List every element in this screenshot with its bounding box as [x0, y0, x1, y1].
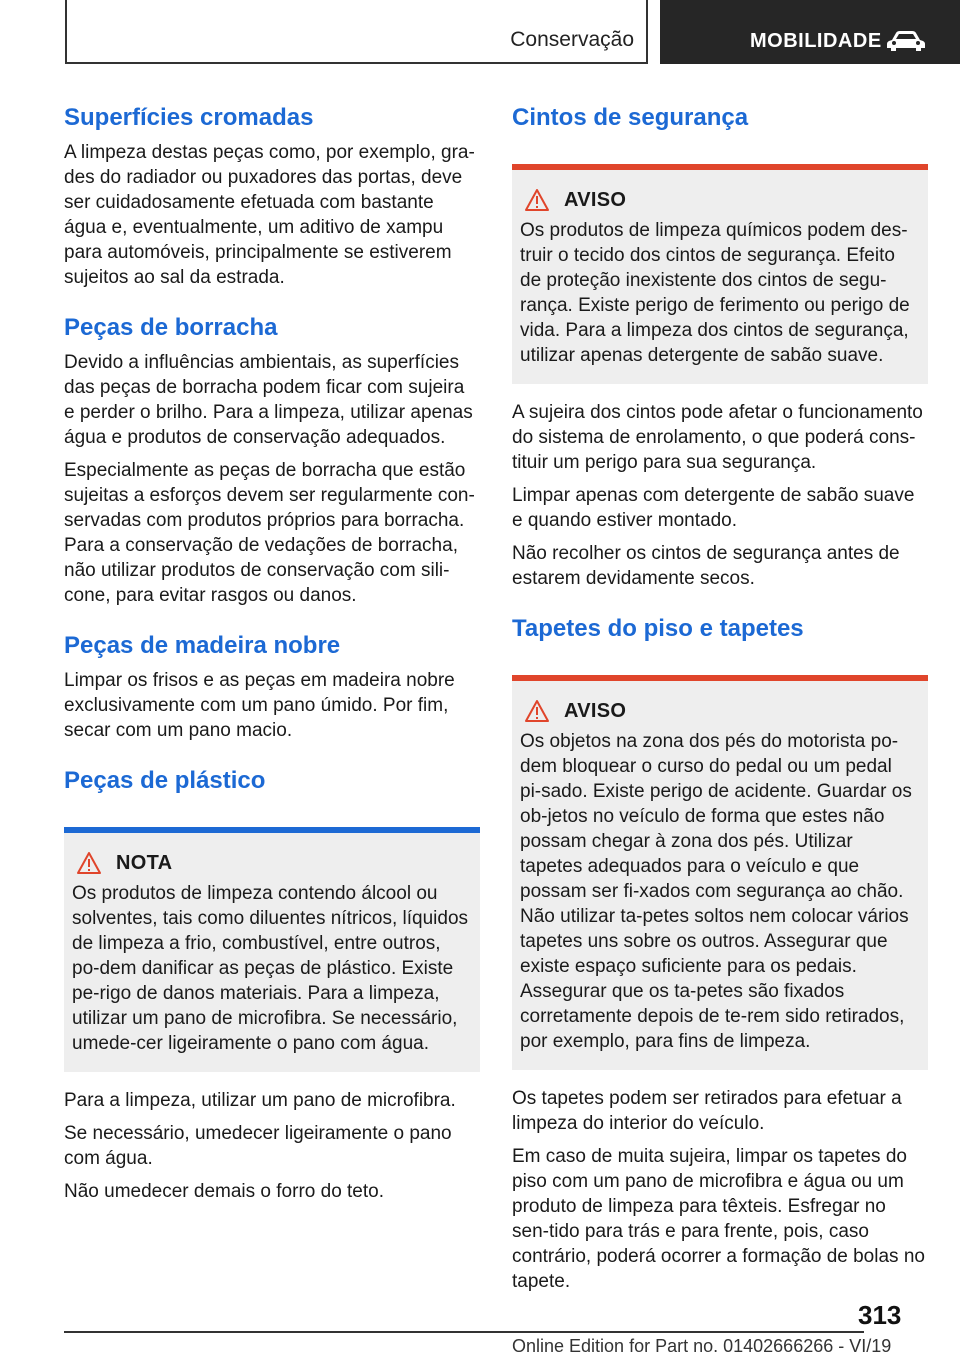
page-number: 313 [858, 1300, 902, 1330]
header-category-tab [660, 0, 960, 64]
section-plastic-parts [64, 765, 480, 1204]
warning-label: AVISO [564, 188, 627, 211]
section-floor-mats [512, 613, 928, 1294]
paragraph: Em caso de muita sujeira, limpar os tapetes do piso com um pano de microfibra e água ou um produto de limpeza para têxteis. Esfregar no sen-tido para trás e para frente, pois, caso contrário, poderá ocorrer a formação de bolas no tapete. [512, 1146, 925, 1292]
warning-box [512, 681, 928, 1070]
header-section-title: Conservação [510, 28, 634, 51]
notice-box [64, 833, 480, 1072]
warning-box [512, 170, 928, 384]
paragraph: Especialmente as peças de borracha que estão sujeitas a esforços devem ser regularmente con-servadas com produtos próprios para borracha. Para a conservação de vedações de borracha, não utilizar produtos de conservação com sili-cone, para evitar rasgos ou danos. [64, 460, 475, 606]
paragraph: Não umedecer demais o forro do teto. [64, 1181, 385, 1202]
warning-label: AVISO [564, 699, 627, 722]
section-title: Tapetes do piso e tapetes [512, 615, 804, 642]
paragraph: Para a limpeza, utilizar um pano de microfibra. [64, 1090, 456, 1111]
header-section-tab [65, 0, 648, 64]
paragraph: Os tapetes podem ser retirados para efetuar a limpeza do interior do veículo. [512, 1088, 902, 1134]
section-seat-belts [512, 102, 928, 591]
warning-triangle-icon [524, 699, 550, 723]
footer-divider [64, 1331, 864, 1333]
section-title: Peças de madeira nobre [64, 632, 341, 659]
section-title: Peças de plástico [64, 767, 266, 794]
car-icon [886, 30, 926, 52]
section-chrome-surfaces [64, 102, 480, 290]
warning-text: Os objetos na zona dos pés do motorista po-dem bloquear o curso do pedal ou um pedal pi-sado. Existe perigo de acidente. Guardar os ob-jetos no veículo de forma que estes não possam chegar à zona dos pés. Utilizar tapetes adequados para o veículo e que possam ser fi-xados com segurança ao chão. Não utilizar ta-petes soltos nem colocar vários tapetes uns sobre os outros. Assegurar que existe espaço suficiente para os pedais. Assegurar que os ta-petes são fixados corretamente depois de te-rem sido retirados, por exemplo, para fins de limpeza. [520, 731, 912, 1052]
footer-edition: Online Edition for Part no. 01402666266 - VI/19 [512, 1336, 892, 1356]
section-rubber-parts [64, 312, 480, 608]
paragraph: Limpar apenas com detergente de sabão suave e quando estiver montado. [512, 485, 915, 531]
section-title: Peças de borracha [64, 314, 278, 341]
right-column [512, 102, 928, 1302]
paragraph: Se necessário, umedecer ligeiramente o pano com água. [64, 1123, 452, 1169]
notice-label: NOTA [116, 851, 173, 874]
section-title: Cintos de segurança [512, 104, 749, 131]
paragraph: A sujeira dos cintos pode afetar o funcionamento do sistema de enrolamento, o que poderá cons-tituir um perigo para sua segurança. [512, 402, 923, 473]
paragraph: Não recolher os cintos de segurança antes de estarem devidamente secos. [512, 543, 900, 589]
header-category-title: MOBILIDADE [750, 30, 882, 52]
warning-triangle-icon [524, 188, 550, 212]
warning-triangle-icon [76, 851, 102, 875]
paragraph: A limpeza destas peças como, por exemplo, gra-des do radiador ou puxadores das portas, deve ser cuidadosamente efetuada com bastante água e, eventualmente, um aditivo de xampu para automóveis, principalmente se estiverem sujeitos ao sal da estrada. [64, 142, 475, 288]
paragraph: Devido a influências ambientais, as superfícies das peças de borracha podem ficar com sujeira e perder o brilho. Para a limpeza, utilizar apenas água e produtos de conservação adequados. [64, 352, 473, 448]
section-wood-parts [64, 630, 480, 743]
left-column [64, 102, 480, 1212]
paragraph: Limpar os frisos e as peças em madeira nobre exclusivamente com um pano úmido. Por fim, secar com um pano macio. [64, 670, 455, 741]
section-title: Superfícies cromadas [64, 104, 314, 131]
notice-text: Os produtos de limpeza contendo álcool ou solventes, tais como diluentes nítricos, líquidos de limpeza a frio, combustível, entre outros, po-dem danificar as peças de plástico. Existe pe-rigo de danos materiais. Para a limpeza, utilizar um pano de microfibra. Se necessário, umede-cer ligeiramente o pano com água. [72, 883, 469, 1054]
warning-text: Os produtos de limpeza químicos podem des-truir o tecido dos cintos de segurança. Efeito de proteção inexistente dos cintos de segu-rança. Existe perigo de ferimento ou perigo de vida. Para a limpeza dos cintos de segurança, utilizar apenas detergente de sabão suave. [520, 220, 910, 366]
